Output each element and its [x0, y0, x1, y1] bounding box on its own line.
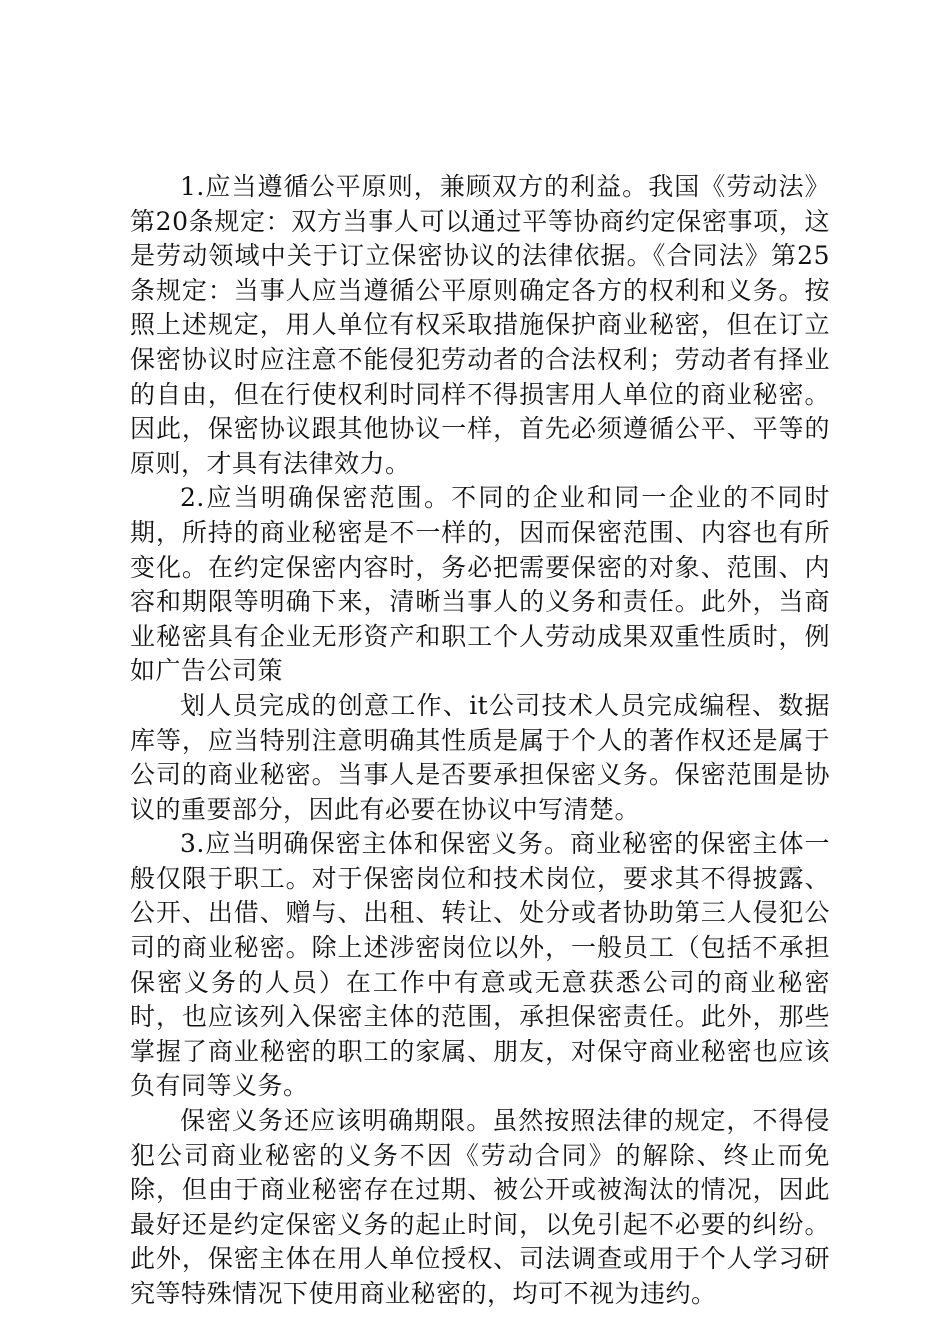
paragraph-scope-continued: 划人员完成的创意工作、it公司技术人员完成编程、数据库等，应当特别注意明确其性质是属于个人的著作权还是属于公司的商业秘密。当事人是否要承担保密义务。保密范围是协议的重要部分，因此有必要在协议中写清楚。 [130, 690, 830, 824]
paragraph-confidentiality-scope: 2.应当明确保密范围。不同的企业和同一企业的不同时期，所持的商业秘密是不一样的，因而保密范围、内容也有所变化。在约定保密内容时，务必把需要保密的对象、范围、内容和期限等明确下来，清晰当事人的义务和责任。此外，当商业秘密具有企业无形资产和职工个人劳动成果双重性质时，例如广告公司策 [130, 483, 830, 686]
document-body [130, 170, 830, 1312]
paragraph-confidentiality-term: 保密义务还应该明确期限。虽然按照法律的规定，不得侵犯公司商业秘密的义务不因《劳动合同》的解除、终止而免除，但由于商业秘密存在过期、被公开或被淘汰的情况，因此最好还是约定保密义务的起止时间，以免引起不必要的纠纷。此外，保密主体在用人单位授权、司法调查或用于个人学习研究等特殊情况下使用商业秘密的，均可不视为违约。 [130, 1106, 830, 1308]
paragraph-confidentiality-subject: 3.应当明确保密主体和保密义务。商业秘密的保密主体一般仅限于职工。对于保密岗位和技术岗位，要求其不得披露、公开、出借、赠与、出租、转让、处分或者协助第三人侵犯公司的商业秘密。除上述涉密岗位以外，一般员工（包括不承担保密义务的人员）在工作中有意或无意获悉公司的商业秘密时，也应该列入保密主体的范围，承担保密责任。此外，那些掌握了商业秘密的职工的家属、朋友，对保守商业秘密也应该负有同等义务。 [130, 829, 830, 1101]
paragraph-fairness-principle: 1.应当遵循公平原则，兼顾双方的利益。我国《劳动法》第20条规定：双方当事人可以通过平等协商约定保密事项，这是劳动领域中关于订立保密协议的法律依据。《合同法》第25条规定：当事人应当遵循公平原则确定各方的权利和义务。按照上述规定，用人单位有权采取措施保护商业秘密，但在订立保密协议时应注意不能侵犯劳动者的合法权利；劳动者有择业的自由，但在行使权利时同样不得损害用人单位的商业秘密。因此，保密协议跟其他协议一样，首先必须遵循公平、平等的原则，才具有法律效力。 [130, 172, 830, 478]
